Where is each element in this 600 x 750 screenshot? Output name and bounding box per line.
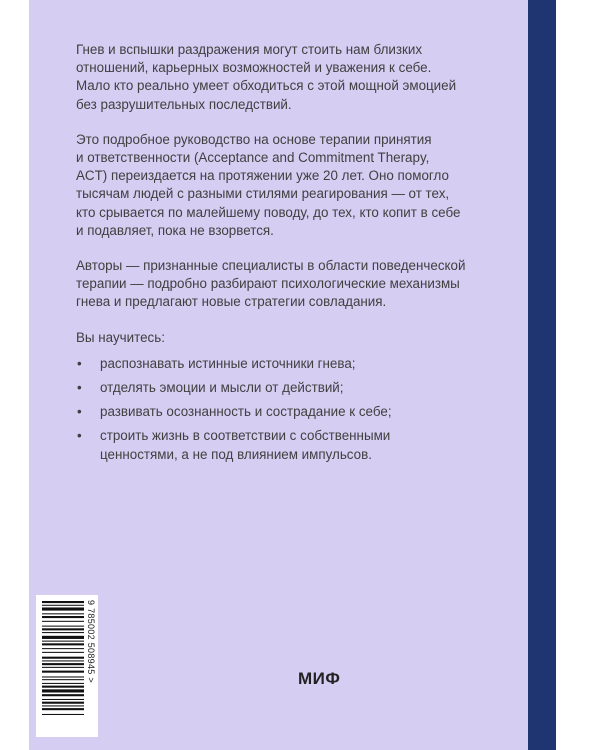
bullet-icon: • — [77, 355, 82, 371]
list-item-text: развивать осознанность и сострадание к себе; — [100, 404, 392, 420]
bullet-icon: • — [77, 380, 82, 396]
list-item — [76, 379, 496, 397]
barcode-bar — [42, 616, 84, 618]
barcode-bar — [42, 626, 84, 627]
barcode-bar — [42, 702, 84, 704]
barcode-bar — [42, 667, 84, 668]
book-spine — [528, 0, 556, 750]
list-item — [76, 427, 496, 463]
barcode-bar — [42, 648, 84, 649]
cover-text — [76, 41, 496, 470]
list-item-text: строить жизнь в соответствии с собственными ценностями, а не под влиянием импульсов. — [100, 428, 391, 462]
publisher-logo: МИФ — [298, 669, 341, 688]
barcode-bar — [42, 689, 84, 692]
barcode-bar — [42, 660, 84, 661]
barcode-digits: 9 785002 508945 > — [86, 600, 96, 683]
barcode-bar — [42, 671, 84, 673]
barcode-bar — [42, 632, 84, 633]
paragraph: Это подробное руководство на основе терапии принятия и ответственности (Acceptance and Commitment Therapy, ACT) переиздается на протяжении уже 20 лет. Оно помогло тысячам людей с разными стилями реагирования — от тех, кто срывается по малейшему поводу, до тех, кто копит в себе и подавляет, пока не взорвется. — [76, 131, 461, 238]
barcode-bar — [42, 643, 84, 645]
barcode-bar — [42, 657, 84, 659]
barcode-bar — [42, 601, 84, 603]
paragraph: Гнев и вспышки раздражения могут стоить нам близких отношений, карьерных возможностей и уважения к себе. Мало кто реально умеет обходиться с этой мощной эмоцией без разрушительных последствий. — [76, 42, 457, 112]
bullet-icon: • — [77, 428, 82, 444]
barcode-bar — [42, 679, 84, 680]
bullet-icon: • — [77, 404, 82, 420]
barcode-bar — [42, 605, 84, 606]
barcode-bar — [42, 676, 84, 677]
barcode-bar — [42, 607, 84, 610]
barcode-bar — [42, 628, 84, 630]
paragraph: Авторы — признанные специалисты в области поведенческой терапии — подробно разбирают психологические механизмы гнева и предлагают новые стратегии совладания. — [76, 258, 466, 310]
barcode-bar — [42, 705, 84, 706]
learn-list — [76, 355, 496, 464]
barcode-bar — [42, 699, 84, 700]
learn-intro: Вы научитесь: — [76, 329, 165, 345]
barcode-bar — [42, 708, 84, 710]
list-item-text: отделять эмоции и мысли от действий; — [100, 380, 344, 396]
list-item-text: распознавать истинные источники гнева; — [100, 355, 356, 371]
barcode-bar — [42, 663, 84, 665]
barcode-bar — [42, 613, 84, 614]
list-item — [76, 403, 496, 421]
barcode-bar — [42, 714, 84, 715]
barcode-bar — [42, 686, 84, 688]
barcode-bar — [42, 641, 84, 642]
barcode-bar — [42, 683, 84, 684]
barcode-bar — [42, 621, 84, 622]
barcode-bar — [42, 652, 84, 653]
barcode-bar — [42, 636, 84, 639]
list-item — [76, 355, 496, 373]
barcode-bar — [42, 694, 84, 696]
